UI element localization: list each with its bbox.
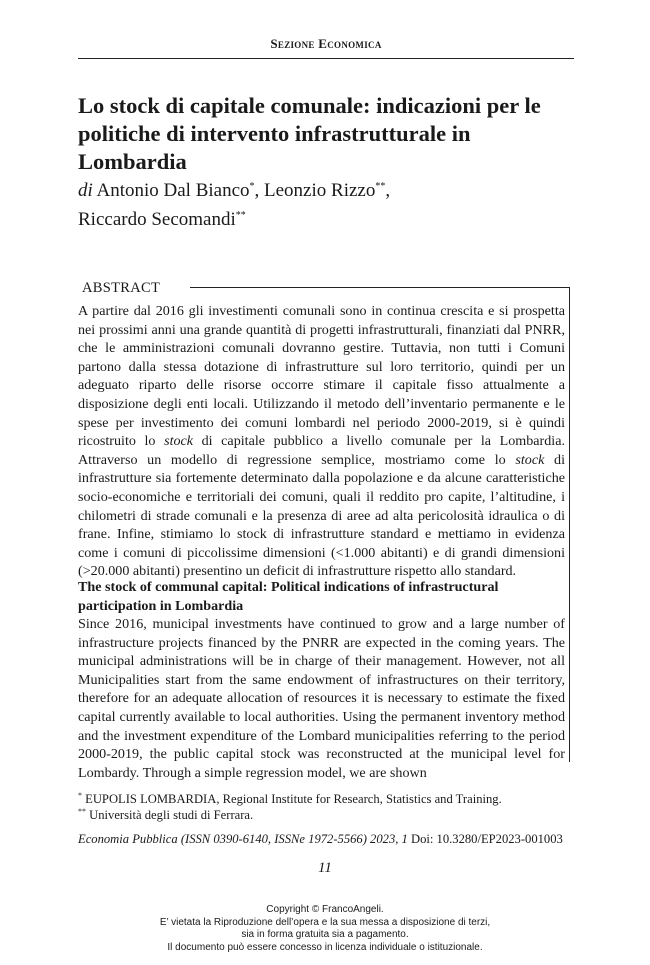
journal-name: Economia Pubblica (ISSN 0390-6140, ISSNe 1972-5566) 2023, 1 [78,832,408,846]
section-header: Sezione Economica [270,36,382,51]
author-mark: ** [375,181,386,192]
doi: Doi: 10.3280/EP2023-001003 [407,832,563,846]
copyright-line: E’ vietata la Riproduzione dell’opera e la sua messa a disposizione di terzi, [159,916,491,928]
copyright-line: Copyright © FrancoAngeli. [266,904,384,915]
footnote-2 [78,804,568,823]
copyright-notice [0,904,650,954]
author-mark: * [249,181,255,192]
author-mark: ** [235,210,246,221]
footnote-text: EUPOLIS LOMBARDIA, Regional Institute for Research, Statistics and Training. [82,792,502,806]
abstract-side-rule [569,287,570,762]
abstract-heading: ABSTRACT [82,280,161,296]
author-name: Leonzio Rizzo [264,180,376,201]
copyright-line: sia in forma gratuita sia a pagamento. [241,929,409,940]
author-prefix: di [78,180,93,201]
article-title: Lo stock di capitale comunale: indicazioni per le politiche di intervento infrastrutturale in Lombardia [78,93,541,174]
author-name: Riccardo Secomandi [78,209,236,230]
footnote-mark: ** [78,807,86,816]
author-list: di Antonio Dal Bianco*, Leonzio Rizzo**, Riccardo Secomandi** [78,180,391,230]
emphasis-stock: stock [164,433,194,450]
abstract-english: Since 2016, municipal investments have continued to grow and a large number of infrastructure projects financed by the PNRR are expected in the coming years. The municipal administrations will be in charge of their management. However, not all Municipalities start from the same endowment of infrastructures on their territory, therefore for an adequate allocation of resources it is necessary to estimate the fixed capital currently available to local authorities. Using the permanent inventory method and the investment expenditure of the Lombard municipalities referring to the period 2000-2019, the public capital stock was reconstructed at the municipal level for Lombardy. Through a simple regression model, we are shown [78,616,565,781]
abstract-top-rule [190,287,570,288]
english-title: The stock of communal capital: Political indications of infrastructural participation in Lombardia [78,579,499,614]
copyright-line: Il documento può essere concesso in licenza individuale o istituzionale. [167,941,483,953]
page-number: 11 [318,860,332,876]
author-name: Antonio Dal Bianco [96,180,250,201]
abstract-text: di capitale pubblico a livello comunale per la Lombardia. Attraverso un modello di regressione semplice, mostriamo come lo [78,433,565,468]
header-rule [78,58,574,59]
footnote-mark: * [78,791,82,800]
abstract-italian [78,302,565,581]
emphasis-stock: stock [515,451,545,468]
journal-citation [78,832,568,847]
footnote-text: Università degli studi di Ferrara. [86,808,254,822]
abstract-text: di infrastrutture sia fortemente determinato dalla popolazione e da alcune caratteristiche socio-economiche e territoriali dei comuni, quali il reddito pro capite, l’altitudine, i chilometri di strade comunali e la presenza di aree ad alta pericolosità idraulica o di frane. Infine, stimiamo lo stock di infrastrutture standard e mettiamo in evidenza come i comuni di piccolissime dimensioni (<1.000 abitanti) e di grandi dimensioni (>20.000 abitanti) presentino un deficit di infrastrutture rispetto allo standard. [78,451,565,580]
abstract-text: A partire dal 2016 gli investimenti comunali sono in continua crescita e si prospetta nei prossimi anni una grande quantità di progetti infrastrutturali, finanziati dal PNRR, che le amministrazioni comunali dovranno gestire. Tuttavia, non tutti i Comuni partono dalla stessa dotazione di infrastrutture sul loro territorio, quindi per un adeguato riparto delle risorse occorre stimare il capitale fisso attualmente a disposizione degli enti locali. Utilizzando il metodo dell’inventario permanente e le spese per investimento dei comuni lombardi nel periodo 2000-2019, si è quindi ricostruito lo [78,303,565,450]
